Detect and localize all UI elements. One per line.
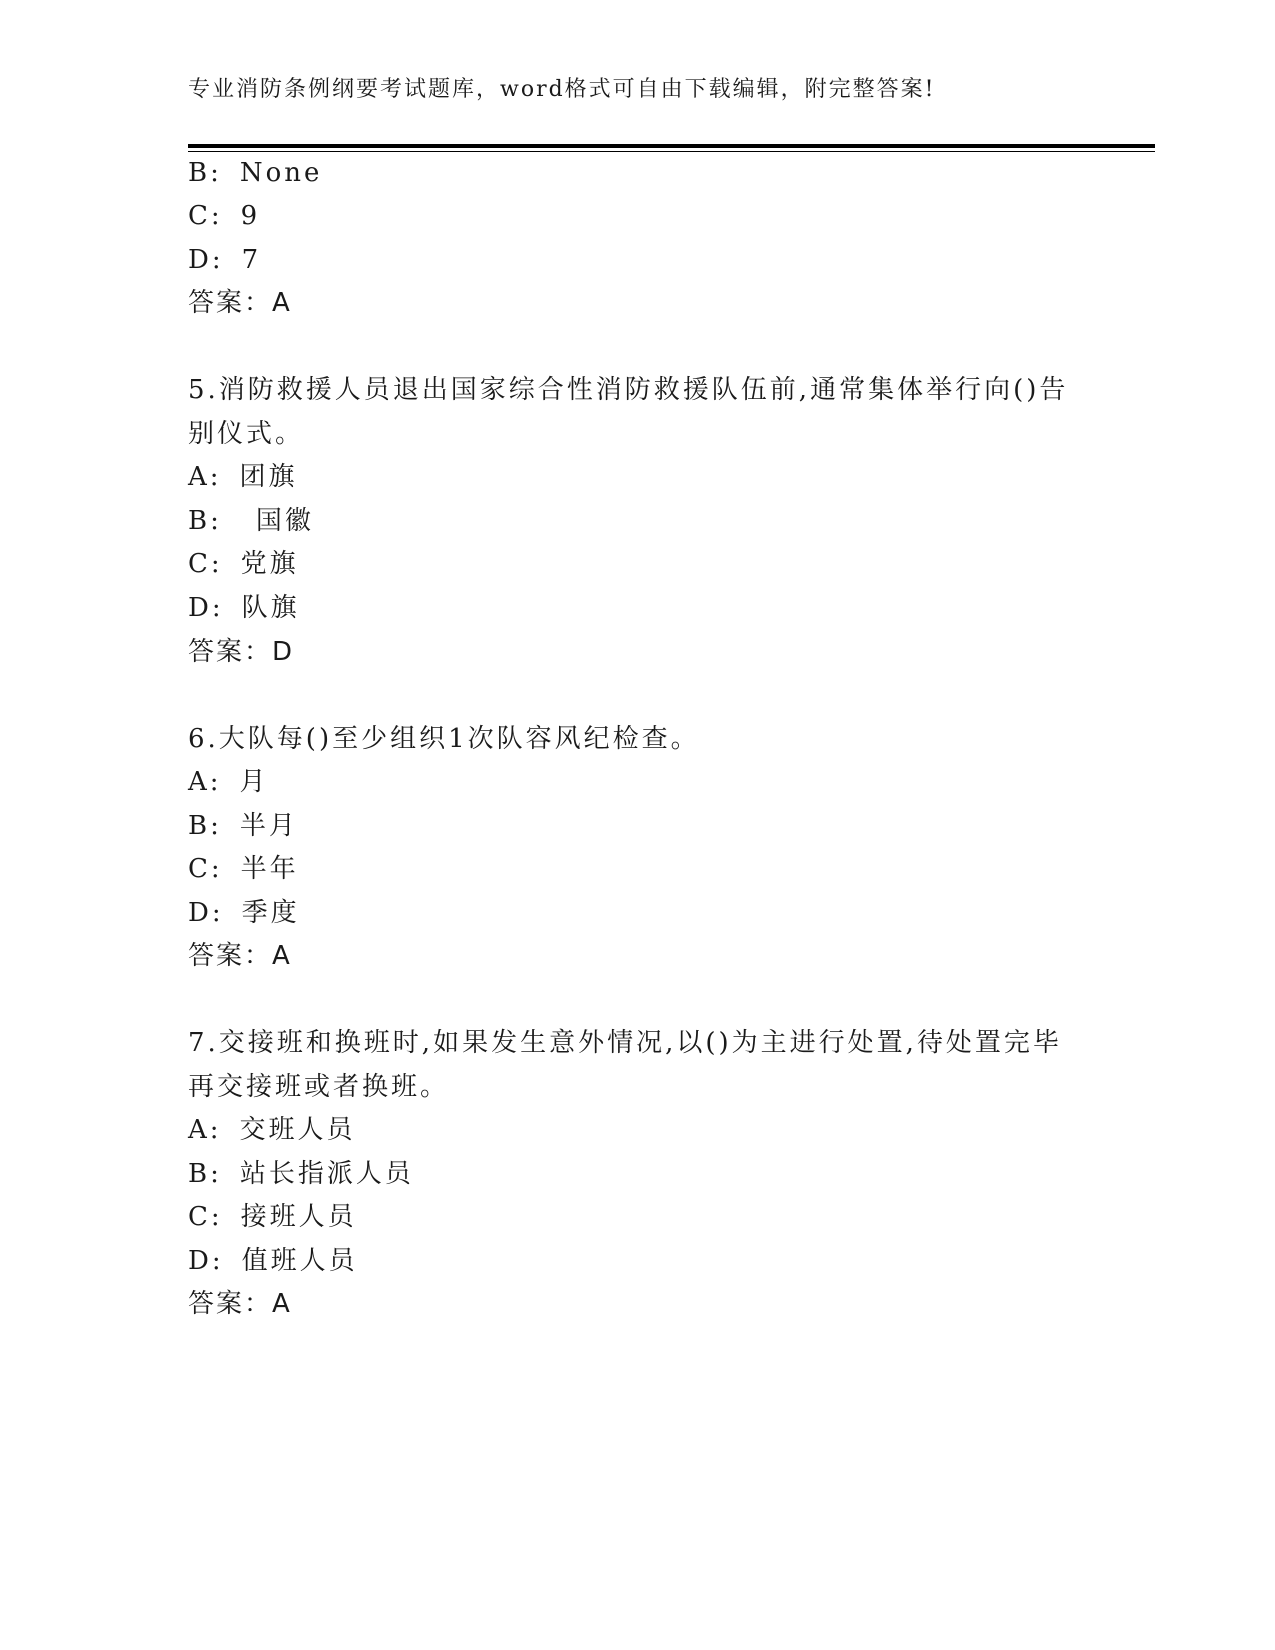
option-line [188,505,314,537]
option-label: C: [188,854,223,884]
question-stem-continued: 别仪式。 [188,419,305,449]
option-label: B: [188,811,222,841]
option-label: D: [188,245,224,275]
answer-line: 答案：D [188,637,295,667]
option-label: D: [188,593,224,623]
option-text: 7 [241,245,262,275]
option-text: 队旗 [241,593,300,623]
header-rule-thin [188,151,1155,152]
option-text: 半年 [240,854,299,884]
option-line [188,200,260,232]
question-stem: 7.交接班和换班时,如果发生意外情况,以()为主进行处置,待处置完毕 [188,1028,1062,1058]
page-header: 专业消防条例纲要考试题库，word格式可自由下载编辑，附完整答案! [188,77,936,102]
option-text: 党旗 [240,549,299,579]
answer-line: 答案：A [188,941,292,971]
option-label: C: [188,201,223,231]
question-stem: 6.大队每()至少组织1次队容风纪检查。 [188,724,700,754]
option-text: 接班人员 [240,1202,357,1232]
option-line [188,766,269,798]
option-label: C: [188,1202,223,1232]
option-line [188,1158,414,1190]
option-label: A: [188,462,222,492]
option-label: A: [188,767,222,797]
option-text: 站长指派人员 [239,1159,414,1189]
option-text: 值班人员 [241,1246,358,1276]
option-line [188,810,298,842]
option-label: A: [188,1115,222,1145]
option-line [188,897,300,929]
option-text: 交班人员 [239,1115,356,1145]
option-label: D: [188,1246,224,1276]
option-text: 半月 [239,811,298,841]
option-text: None [239,158,323,188]
option-line [188,853,299,885]
option-line [188,461,298,493]
option-label: B: [188,506,222,536]
option-line [188,1201,357,1233]
answer-line: 答案：A [188,1289,292,1319]
option-line [188,157,322,189]
header-rule-thick [188,144,1155,148]
option-line [188,244,261,276]
option-line [188,1114,356,1146]
option-label: D: [188,898,224,928]
option-text: 国徽 [255,506,314,536]
option-line [188,592,300,624]
option-line [188,548,299,580]
option-label: C: [188,549,223,579]
option-label: B: [188,1159,222,1189]
option-text: 9 [240,201,261,231]
option-text: 团旗 [239,462,298,492]
question-stem: 5.消防救援人员退出国家综合性消防救援队伍前,通常集体举行向()告 [188,375,1069,405]
option-text: 季度 [241,898,300,928]
option-text: 月 [239,767,269,797]
question-stem-continued: 再交接班或者换班。 [188,1072,450,1102]
option-label: B: [188,158,222,188]
answer-line: 答案：A [188,288,292,318]
option-line [188,1245,358,1277]
